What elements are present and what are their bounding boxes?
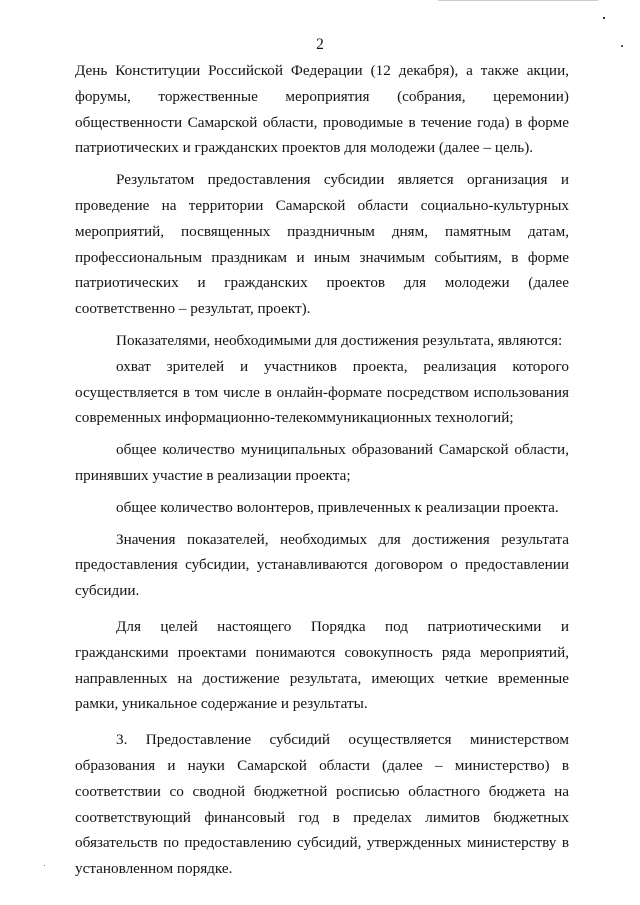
paragraph-indicator-municipalities: общее количество муниципальных образований Самарской области, принявших участие в реализации проекта; — [75, 441, 569, 484]
scan-artifact-dot — [44, 865, 45, 866]
document-body — [75, 58, 569, 882]
scan-artifact-line — [438, 0, 598, 1]
page-number: 2 — [316, 36, 324, 53]
scan-artifact-dot — [603, 17, 605, 19]
paragraph-indicators-intro: Показателями, необходимыми для достижения результата, являются: — [116, 331, 563, 349]
paragraph-purpose-continued: День Конституции Российской Федерации (12 декабря), а также акции, форумы, торжественные мероприятия (собрания, церемонии) общественности Самарской области, проводимые в течение года) в форме патриотических и гражданских проектов для молодежи (далее – цель). — [75, 62, 569, 157]
paragraph-section-3: 3. Предоставление субсидий осуществляется министерством образования и науки Самарской области (далее – министерство) в соответствии со сводной бюджетной росписью областного бюджета на соответствующий финансовый год в пределах лимитов бюджетных обязательств по предоставлению субсидий, утвержденных министерству в установленном порядке. — [75, 731, 569, 878]
paragraph-indicator-reach: охват зрителей и участников проекта, реализация которого осуществляется в том числе в онлайн-формате посредством использования современных информационно-телекоммуникационных технологий; — [75, 357, 569, 427]
paragraph-indicator-values: Значения показателей, необходимых для достижения результата предоставления субсидии, устанавливаются договором о предоставлении субсидии. — [75, 530, 569, 600]
paragraph-result: Результатом предоставления субсидии является организация и проведение на территории Самарской области социально-культурных мероприятий, посвященных праздничным дням, памятным датам, профессиональным праздникам и иным значимым событиям, в форме патриотических и гражданских проектов для молодежи (далее соответственно – результат, проект). — [75, 171, 569, 318]
paragraph-projects-definition: Для целей настоящего Порядка под патриотическими и гражданскими проектами понимаются совокупность ряда мероприятий, направленных на достижение результата, имеющих четкие временные рамки, уникальное содержание и результаты. — [75, 617, 569, 713]
paragraph-indicator-volunteers: общее количество волонтеров, привлеченных к реализации проекта. — [116, 498, 559, 516]
